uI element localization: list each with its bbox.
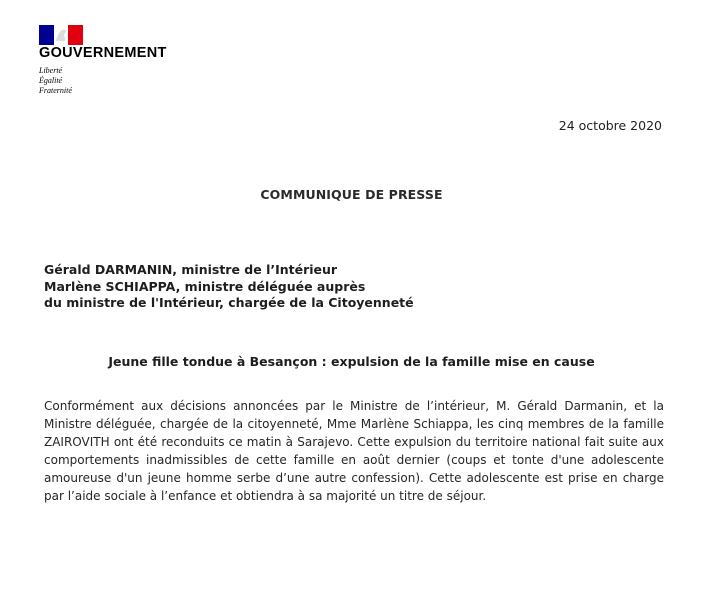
government-name: GOUVERNEMENT: [39, 45, 167, 61]
body-paragraph: Conformément aux décisions annoncées par le Ministre de l’intérieur, M. Gérald Darmanin, et la Ministre déléguée, chargée de la citoyenneté, Mme Marlène Schiappa, les cinq membres de la famille ZAIROVITH ont été reconduits ce matin à Sarajevo. Cette expulsion du territoire national fait suite aux comportements inadmissibles de cette famille en août dernier (coups et tonte d'une adolescente amoureuse d'un jeune homme serbe d’une autre confession). Cette adolescente est prise en charge par l’aide sociale à l’enfance et obtiendra à sa majorité un titre de séjour.: [44, 399, 664, 503]
minister-line: Gérald DARMANIN, ministre de l’Intérieur: [44, 262, 338, 277]
motto-egalite: Égalité: [39, 76, 63, 85]
motto: [39, 66, 72, 96]
motto-fraternite: Fraternité: [39, 86, 72, 95]
marianne-logo: [39, 25, 83, 45]
minister-line: du ministre de l'Intérieur, chargée de la Citoyenneté: [44, 295, 414, 310]
motto-liberte: Liberté: [39, 66, 63, 75]
minister-line: Marlène SCHIAPPA, ministre déléguée auprès: [44, 278, 366, 294]
document-date: 24 octobre 2020: [558, 118, 662, 133]
document-type-title: COMMUNIQUE DE PRESSE: [260, 187, 443, 202]
headline: Jeune fille tondue à Besançon : expulsion de la famille mise en cause: [108, 354, 595, 369]
ministers-block: [44, 262, 414, 312]
marianne-flag-icon: [39, 25, 83, 45]
